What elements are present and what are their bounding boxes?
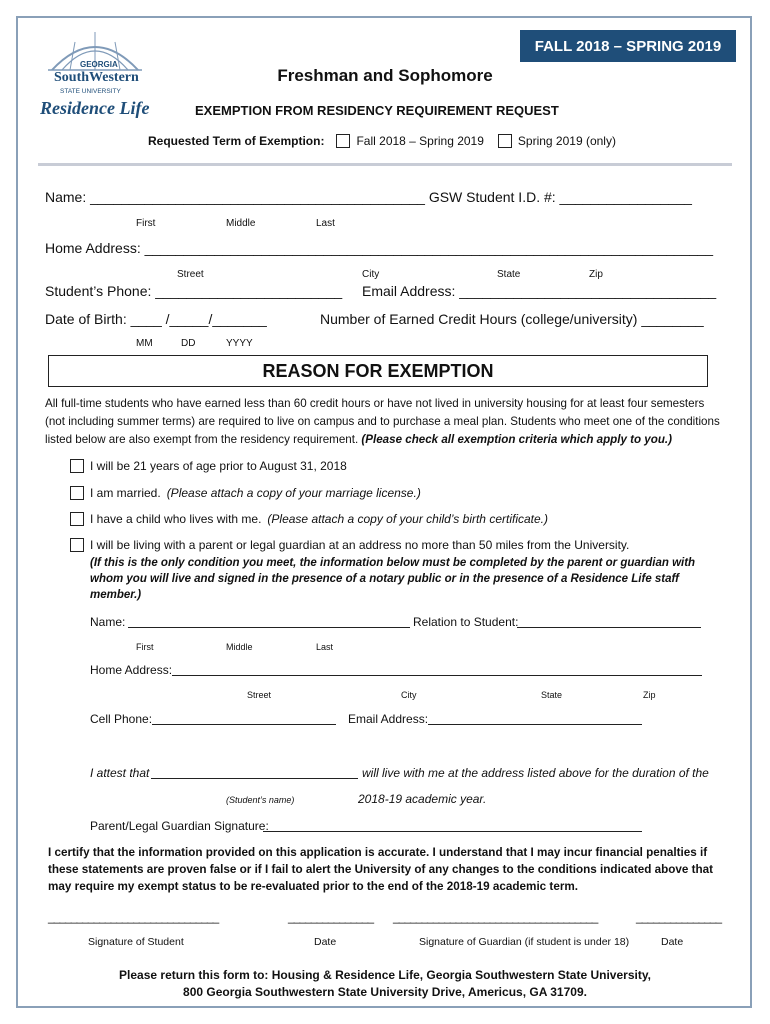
addr-state-label: State <box>497 269 521 280</box>
home-address-field[interactable]: Home Address: _________________________________________________________________________ <box>45 240 713 256</box>
guardian-state-label: State <box>541 690 563 700</box>
age-checkbox[interactable] <box>70 459 84 473</box>
guardian-date-caption: Date <box>661 936 684 948</box>
certification-statement: I certify that the information provided on this application is accurate. I understand that I may incur financial penalties if these statements are proven false or if I fail to alert the University of any changes to the conditions indicated above that may require my exempt status to be re-evaluated prior to the end of the 2018-19 academic term. <box>48 846 714 893</box>
guardian-city-label: City <box>401 690 417 700</box>
student-phone-field[interactable]: Student’s Phone: ________________________ <box>45 283 343 299</box>
exemption-option-married <box>70 486 421 500</box>
guardian-first-label: First <box>136 642 154 652</box>
name-middle-label: Middle <box>226 218 256 229</box>
exemption-option-guardian <box>70 538 629 552</box>
form-subtitle: EXEMPTION FROM RESIDENCY REQUIREMENT REQUEST <box>195 103 559 118</box>
guardian-address-field[interactable] <box>172 675 702 676</box>
term-badge: FALL 2018 – SPRING 2019 <box>520 30 736 62</box>
academic-year-text: 2018-19 academic year. <box>358 792 487 806</box>
cell-phone-field[interactable] <box>152 724 336 725</box>
student-signature-line[interactable]: ______________________________ <box>48 910 219 924</box>
child-label: I have a child who lives with me. <box>90 512 262 526</box>
term-fall-spring-checkbox[interactable] <box>336 134 350 148</box>
exemption-option-child <box>70 512 548 526</box>
term-fall-spring-label: Fall 2018 – Spring 2019 <box>356 134 484 148</box>
guardian-email-label: Email Address: <box>348 712 429 726</box>
guardian-email-field[interactable] <box>428 724 642 725</box>
relation-field[interactable] <box>517 627 701 628</box>
return-instructions-line1: Please return this form to: Housing & Residence Life, Georgia Southwestern State University, <box>119 968 651 982</box>
return-instructions-line2: 800 Georgia Southwestern State University Drive, Americus, GA 31709. <box>183 985 587 999</box>
guardian-middle-label: Middle <box>226 642 253 652</box>
child-note: (Please attach a copy of your child’s birth certificate.) <box>267 512 548 526</box>
married-label: I am married. <box>90 486 161 500</box>
header-divider <box>38 163 732 166</box>
attest-prefix: I attest that <box>90 766 150 780</box>
reason-intro <box>45 395 725 449</box>
term-spring-only-checkbox[interactable] <box>498 134 512 148</box>
guardian-last-label: Last <box>316 642 334 652</box>
name-first-label: First <box>136 218 156 229</box>
guardian-address-label: Home Address: <box>90 663 173 677</box>
dob-yyyy-label: YYYY <box>226 338 253 349</box>
reason-intro-emphasis: (Please check all exemption criteria which apply to you.) <box>361 433 672 446</box>
form-title: Freshman and Sophomore <box>277 66 493 85</box>
students-name-caption: (Student’s name) <box>226 795 295 805</box>
age-label: I will be 21 years of age prior to August 31, 2018 <box>90 459 347 473</box>
relation-label: Relation to Student: <box>413 615 519 629</box>
guardian-signature-caption: Signature of Guardian (if student is under 18) <box>419 936 630 948</box>
guardian-date-line[interactable]: _______________ <box>636 910 722 924</box>
dob-mm-label: MM <box>136 338 153 349</box>
married-checkbox[interactable] <box>70 486 84 500</box>
date-of-birth-field[interactable]: Date of Birth: ____ /_____/_______ <box>45 311 267 327</box>
student-date-line[interactable]: _______________ <box>288 910 374 924</box>
reason-intro-text: All full-time students who have earned less than 60 credit hours or have not lived in university housing for at least four semesters (not including summer terms) are required to live on campus and to purchase a meal plan. Students who meet one of the conditions listed below are also exempt from the residency requirement. <box>45 397 720 446</box>
logo-georgia: GEORGIA <box>80 60 118 69</box>
addr-city-label: City <box>362 269 380 280</box>
requested-term-label: Requested Term of Exemption: <box>148 134 325 148</box>
guardian-option-note: (If this is the only condition you meet, the information below must be completed by the parent or guardian with whom you will live and signed in the presence of a notary public or in the presence of a Residence Life staff member.) <box>90 557 696 601</box>
student-date-caption: Date <box>314 936 337 948</box>
guardian-street-label: Street <box>247 690 272 700</box>
reason-heading: REASON FOR EXEMPTION <box>48 355 708 387</box>
guardian-name-label: Name: <box>90 615 126 629</box>
name-last-label: Last <box>316 218 335 229</box>
cell-phone-label: Cell Phone: <box>90 712 153 726</box>
guardian-zip-label: Zip <box>643 690 656 700</box>
guardian-signature-line[interactable]: ____________________________________ <box>393 910 598 924</box>
dob-dd-label: DD <box>181 338 196 349</box>
guardian-name-field[interactable] <box>128 627 410 628</box>
guardian-signature-field[interactable] <box>263 831 642 832</box>
logo-southwestern: SouthWestern <box>54 70 139 85</box>
attest-student-name-field[interactable] <box>151 778 358 779</box>
married-note: (Please attach a copy of your marriage license.) <box>166 486 421 500</box>
guardian-checkbox[interactable] <box>70 538 84 552</box>
student-signature-caption: Signature of Student <box>88 936 184 948</box>
logo-residence-life: Residence Life <box>40 98 150 118</box>
guardian-signature-label: Parent/Legal Guardian Signature: <box>90 819 269 833</box>
logo-state-university: STATE UNIVERSITY <box>60 88 121 95</box>
attest-suffix: will live with me at the address listed above for the duration of the <box>362 766 709 780</box>
student-name-field[interactable]: Name: ___________________________________________ GSW Student I.D. #: _________________ <box>45 189 692 205</box>
credit-hours-field[interactable]: Number of Earned Credit Hours (college/university) ________ <box>320 311 704 327</box>
child-checkbox[interactable] <box>70 512 84 526</box>
guardian-option-label: I will be living with a parent or legal guardian at an address no more than 50 miles from the University. <box>90 538 630 552</box>
exemption-option-age <box>70 459 347 473</box>
term-spring-only-label: Spring 2019 (only) <box>517 134 616 148</box>
student-email-field[interactable]: Email Address: _________________________________ <box>362 283 717 299</box>
requested-term-row <box>148 134 616 148</box>
addr-street-label: Street <box>177 269 204 280</box>
addr-zip-label: Zip <box>589 269 603 280</box>
